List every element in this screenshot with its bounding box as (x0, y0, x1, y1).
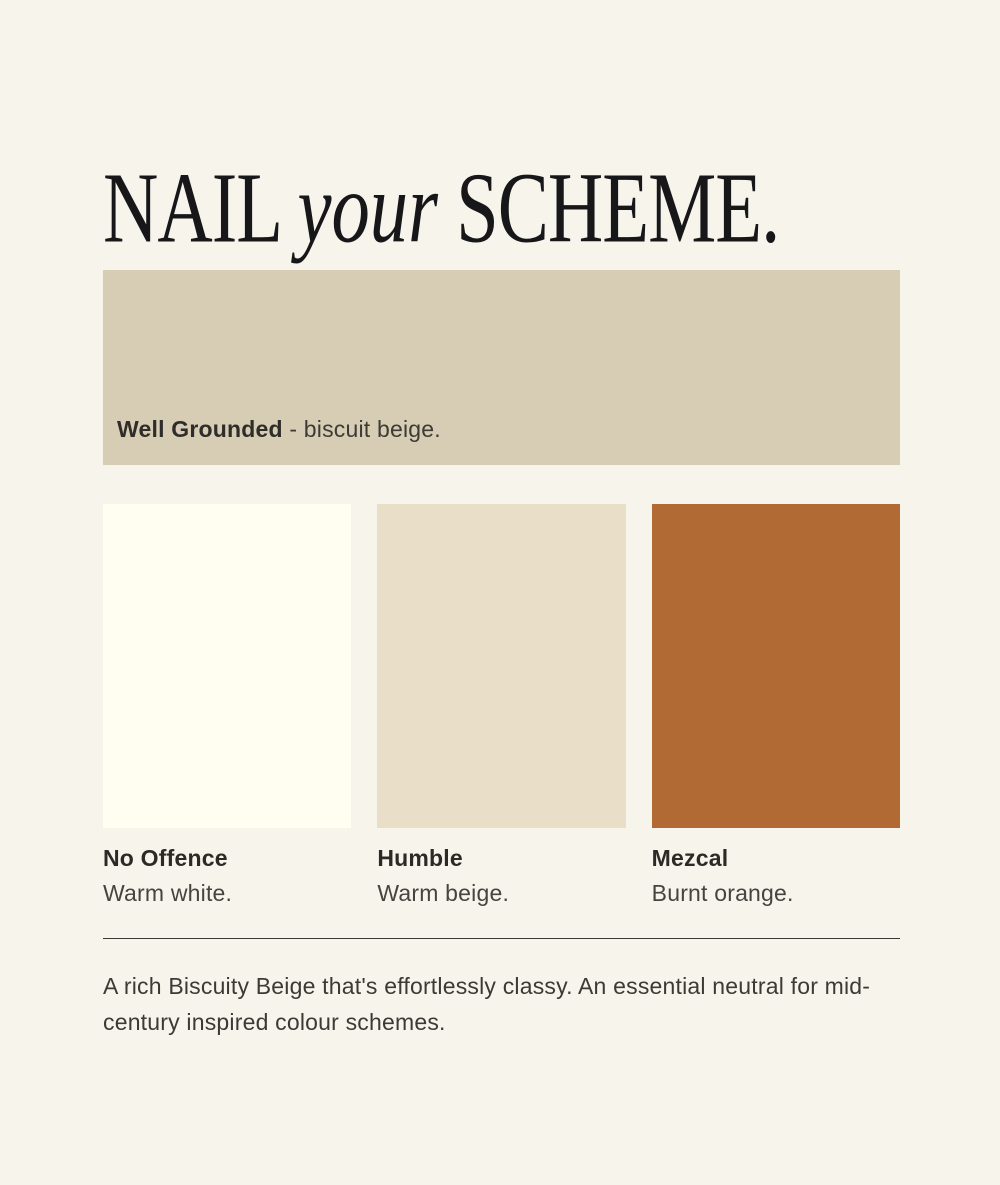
swatch-name: No Offence (103, 845, 228, 871)
swatch-description: Burnt orange. (651, 880, 794, 906)
page-title (103, 152, 779, 267)
swatch-card-mezcal (652, 504, 900, 907)
swatch-card-no-offence (103, 504, 351, 907)
footer-description: A rich Biscuity Beige that's effortlessly classy. An essential neutral for mid-century inspired colour schemes. (103, 973, 871, 1035)
swatch-name: Mezcal (651, 845, 729, 871)
hero-swatch-label (103, 416, 441, 465)
hero-swatch-separator: - (282, 416, 304, 442)
title-part-your: your (297, 153, 438, 265)
swatch-card-humble (377, 504, 625, 907)
swatch-description: Warm beige. (377, 880, 510, 906)
hero-swatch-name: Well Grounded (117, 416, 283, 442)
swatch-name: Humble (377, 845, 463, 871)
divider-line (103, 938, 900, 939)
swatch-description: Warm white. (103, 880, 233, 906)
swatch-chip-mezcal (652, 504, 900, 828)
title-part-nail: NAIL (103, 153, 298, 265)
hero-swatch (103, 270, 900, 465)
swatch-chip-humble (377, 504, 625, 828)
title-part-scheme: SCHEME. (437, 153, 780, 265)
swatch-chip-no-offence (103, 504, 351, 828)
hero-swatch-description: biscuit beige. (303, 416, 441, 442)
swatch-row (103, 504, 900, 907)
